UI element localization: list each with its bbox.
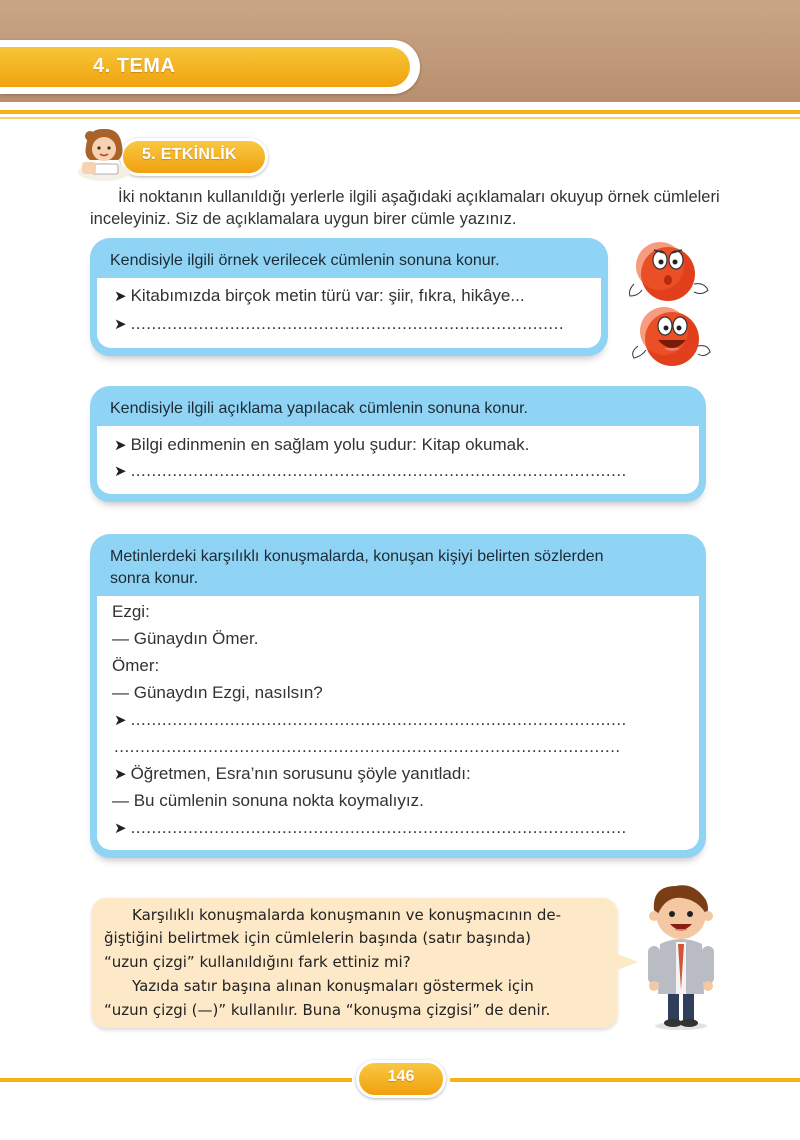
rule-box-2-example — [114, 435, 529, 455]
rule-box-3-answer-line-1[interactable] — [114, 710, 627, 730]
rule-box-3-title-line: sonra konur. — [110, 570, 199, 587]
arrow-bullet-icon: ➤ — [114, 437, 127, 454]
rule-box-3-answer-line-2[interactable] — [114, 818, 627, 838]
top-divider-thin — [0, 117, 800, 119]
rule-box-1-example — [114, 286, 525, 306]
arrow-bullet-icon: ➤ — [114, 288, 127, 305]
example-sentence: Öğretmen, Esra’nın sorusunu şöyle yanıtladı: — [130, 764, 471, 783]
answer-blank[interactable]: ................................................................................... — [130, 314, 565, 333]
arrow-bullet-icon: ➤ — [114, 316, 127, 333]
answer-blank[interactable]: ............................................................................................... — [130, 461, 627, 480]
arrow-bullet-icon: ➤ — [114, 712, 127, 729]
rule-box-3-answer-line-1-cont[interactable] — [114, 737, 621, 757]
rule-box-2-answer-line[interactable] — [114, 461, 627, 481]
theme-badge — [0, 47, 410, 87]
footer-divider-right — [450, 1078, 800, 1082]
activity-label: 5. ETKİNLİK — [142, 146, 237, 163]
info-note-tail — [612, 952, 638, 972]
rule-box-3-title — [110, 546, 604, 590]
footer-divider-left — [0, 1078, 352, 1082]
rule-box-1-title: Kendisiyle ilgili örnek verilecek cümlenin sonuna konur. — [110, 252, 500, 269]
page-number: 146 — [387, 1068, 415, 1085]
answer-blank[interactable]: ................................................................................................. — [114, 737, 621, 756]
answer-blank[interactable]: ............................................................................................... — [130, 710, 627, 729]
note-line: ğiştiğini belirtmek için cümlelerin başında (satır başında) — [104, 929, 532, 947]
note-line: Karşılıklı konuşmalarda konuşmanın ve konuşmacının de- — [132, 906, 562, 924]
rule-box-2-title: Kendisiyle ilgili açıklama yapılacak cümlenin sonuna konur. — [110, 400, 528, 417]
dialog-line: — Günaydın Ezgi, nasılsın? — [112, 683, 323, 702]
answer-blank[interactable]: ............................................................................................... — [130, 818, 627, 837]
example-sentence: Kitabımızda birçok metin türü var: şiir, fıkra, hikâye... — [130, 286, 525, 305]
dialog-line: Ezgi: — [112, 602, 150, 621]
top-divider — [0, 110, 800, 114]
arrow-bullet-icon: ➤ — [114, 463, 127, 480]
rule-box-3-example — [114, 764, 471, 784]
arrow-bullet-icon: ➤ — [114, 766, 127, 783]
note-line: “uzun çizgi (—)” kullanılır. Buna “konuşma çizgisi” de denir. — [104, 1001, 551, 1019]
dialog-line: — Günaydın Ömer. — [112, 629, 259, 648]
rule-box-1-answer-line[interactable] — [114, 314, 564, 334]
theme-label: 4. TEMA — [93, 55, 176, 77]
example-sentence: Bilgi edinmenin en sağlam yolu şudur: Kitap okumak. — [130, 435, 530, 454]
intro-text: İki noktanın kullanıldığı yerlerle ilgili aşağıdaki açıklamaları okuyup örnek cümleleri inceleyiniz. Siz de açıklamalara uygun birer cümle yazınız. — [90, 188, 720, 228]
note-line: “uzun çizgi” kullanıldığını fark ettiniz mi? — [104, 953, 411, 971]
girl-reading-icon — [72, 124, 136, 184]
dialog-line: Ömer: — [112, 656, 160, 675]
arrow-bullet-icon: ➤ — [114, 820, 127, 837]
dialog-line: — Bu cümlenin sonuna nokta koymalıyız. — [112, 791, 424, 810]
red-ball-mascot-icon — [624, 234, 714, 374]
boy-character-icon — [636, 878, 726, 1030]
rule-box-3-title-line: Metinlerdeki karşılıklı konuşmalarda, konuşan kişiyi belirten sözlerden — [110, 548, 604, 565]
note-line: Yazıda satır başına alınan konuşmaları göstermek için — [132, 977, 534, 995]
